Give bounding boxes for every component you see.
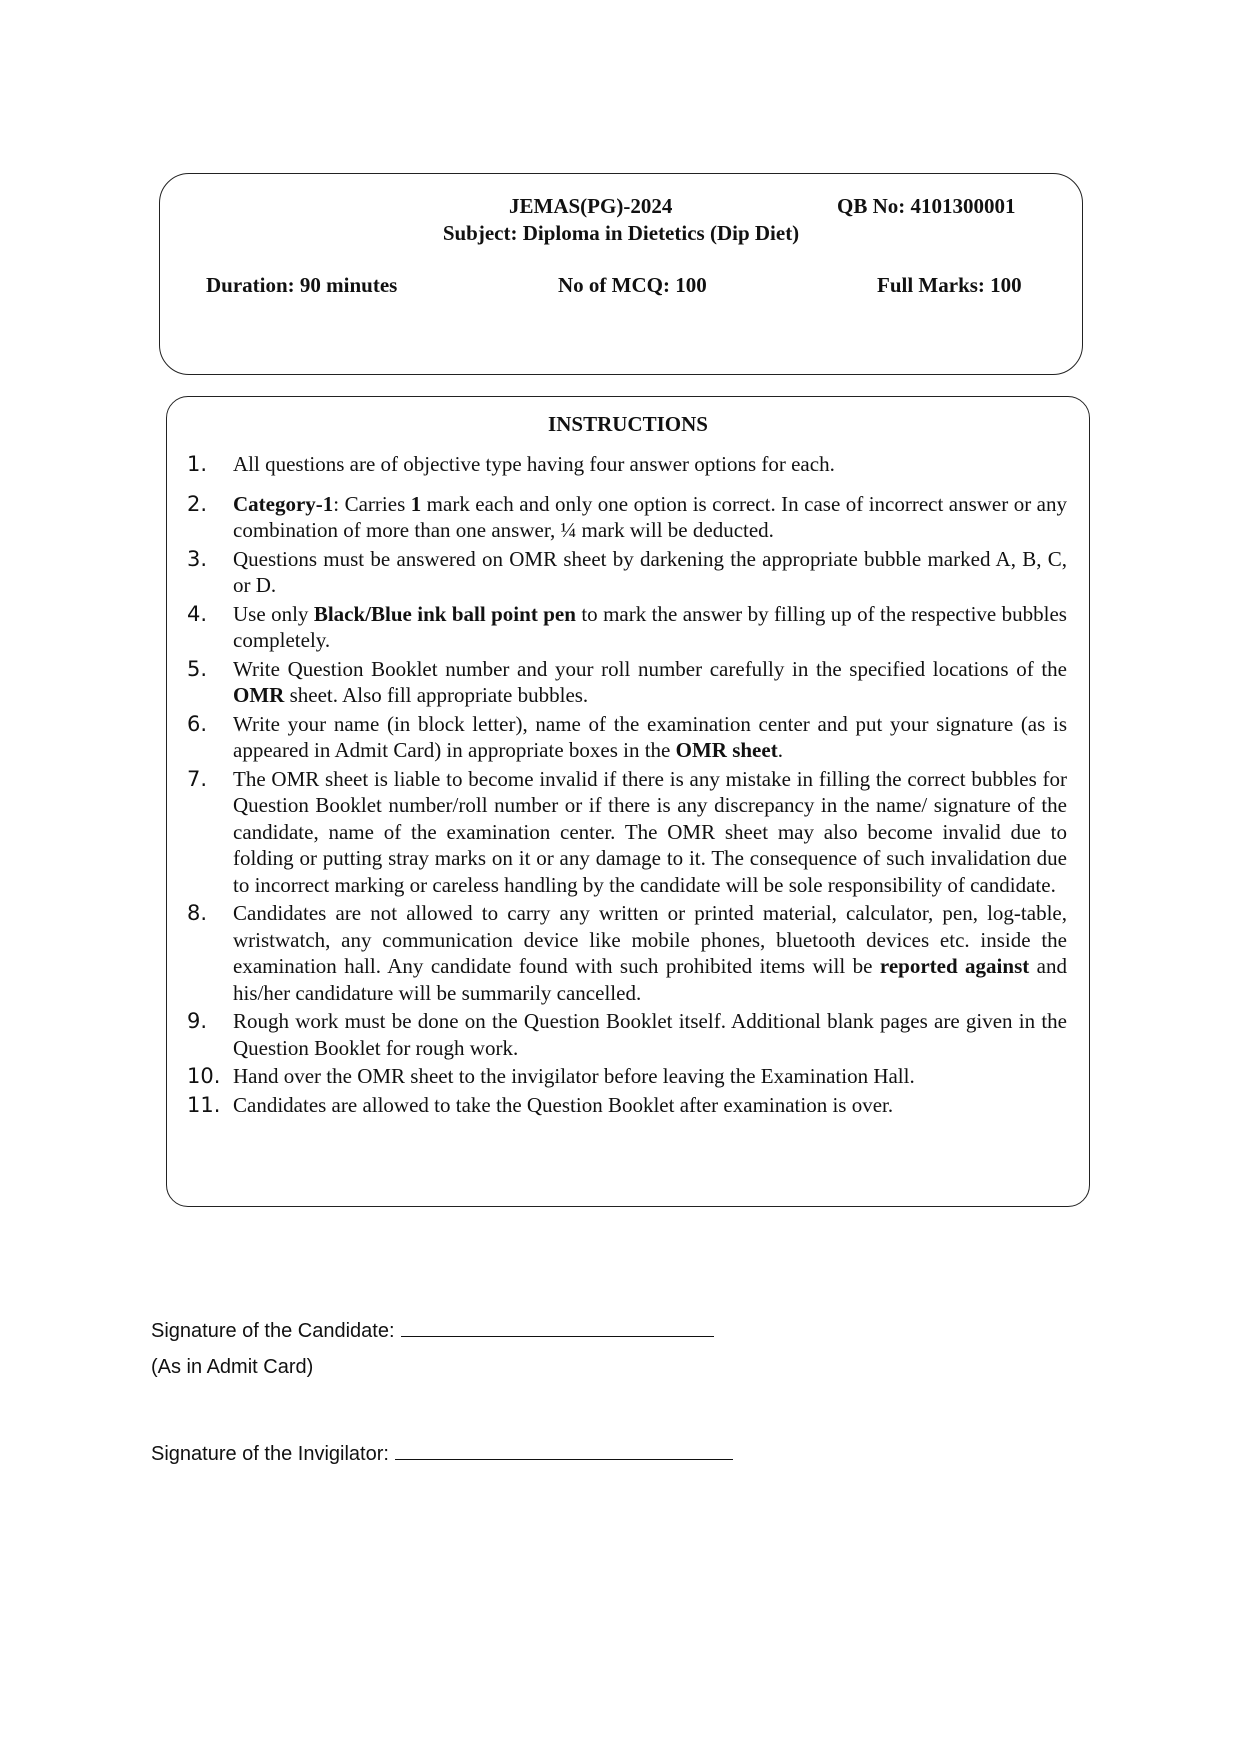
instruction-text-part: Use only (233, 601, 314, 626)
instruction-text-part: . (777, 738, 783, 762)
instruction-item (187, 1008, 1067, 1061)
instruction-text-part: Write Question Booklet number and your roll number carefully in the specified locations of the (233, 656, 1067, 681)
instruction-text (233, 601, 1067, 654)
candidate-signature-label: Signature of the Candidate: (151, 1320, 395, 1342)
instruction-bold-text: reported against (879, 954, 1030, 978)
instruction-item (187, 711, 1067, 764)
invigilator-signature-row (151, 1441, 733, 1466)
instructions-box (166, 396, 1090, 1207)
instruction-text-part: : Carries (333, 491, 411, 516)
instruction-text (233, 766, 1067, 899)
instruction-number: 11. (187, 1092, 221, 1117)
instruction-text-part: Candidates are not allowed to carry any written or printed material, calculator, pen, log-table, wristwatch, any communication device like mobile phones, bluetooth devices etc. inside the examination hall. Any candidate found with such prohibited items will be (233, 901, 1067, 978)
exam-duration: Duration: 90 minutes (206, 273, 398, 297)
instruction-text-part: Questions must be answered on OMR sheet by darkening the appropriate bubble marked A, B, C, or D. (233, 546, 1067, 597)
instruction-item (187, 1092, 1067, 1119)
instruction-number: 1. (187, 452, 208, 476)
instruction-item (187, 766, 1067, 899)
instruction-number: 4. (187, 601, 208, 626)
instruction-text-part: Rough work must be done on the Question Booklet itself. Additional blank pages are given in the Question Booklet for rough work. (233, 1009, 1067, 1060)
full-marks: Full Marks: 100 (877, 273, 1022, 297)
instruction-text (233, 1063, 1067, 1090)
exam-header-box (159, 173, 1083, 375)
instruction-text (233, 546, 1067, 599)
instructions-list (187, 451, 1067, 1120)
invigilator-signature-label: Signature of the Invigilator: (151, 1443, 389, 1465)
instruction-number: 6. (187, 711, 208, 736)
instruction-number: 10. (187, 1064, 221, 1088)
instruction-text (233, 1092, 1067, 1119)
invigilator-signature-line (395, 1441, 733, 1460)
candidate-signature-line (401, 1318, 714, 1337)
instruction-text (233, 1008, 1067, 1061)
instruction-number: 3. (187, 546, 208, 571)
instruction-text (233, 491, 1067, 544)
instruction-text-part: Write your name (in block letter), name of the examination center and put your signature (as is appeared in Admit Card) in appropriate boxes in the (233, 711, 1067, 762)
instruction-item (187, 546, 1067, 599)
exam-subject: Subject: Diploma in Dietetics (Dip Diet) (442, 221, 800, 245)
instruction-item (187, 491, 1067, 544)
instruction-bold-text: Category-1 (233, 491, 334, 516)
instruction-text (233, 900, 1067, 1006)
instruction-text (233, 656, 1067, 709)
instruction-text-part: mark each and only one option is correct. In case of incorrect answer or any combination of more than one answer, ¼ mark will be deducted. (233, 491, 1067, 542)
instruction-text-part: and his/her candidature will be summarily cancelled. (233, 954, 1068, 1005)
instruction-item (187, 1063, 1067, 1090)
instruction-text-part: Candidates are allowed to take the Question Booklet after examination is over. (233, 1092, 894, 1117)
instruction-number: 7. (187, 766, 208, 791)
mcq-count: No of MCQ: 100 (558, 273, 707, 297)
admit-card-note: (As in Admit Card) (151, 1356, 314, 1378)
instruction-number: 8. (187, 901, 208, 925)
instruction-text-part: All questions are of objective type having four answer options for each. (233, 452, 835, 476)
instruction-item (187, 900, 1067, 1006)
instruction-item (187, 451, 1067, 478)
instruction-bold-text: 1 (410, 491, 422, 516)
instructions-title: INSTRUCTIONS (548, 412, 708, 436)
instruction-bold-text: Black/Blue ink ball point pen (313, 601, 576, 626)
instruction-number: 9. (187, 1009, 208, 1033)
exam-name: JEMAS(PG)-2024 (509, 194, 673, 218)
instruction-text (233, 451, 1067, 478)
instruction-bold-text: OMR sheet (675, 738, 778, 762)
instruction-item (187, 601, 1067, 654)
instruction-bold-text: OMR (233, 683, 285, 707)
candidate-signature-row (151, 1318, 714, 1343)
instruction-text-part: Hand over the OMR sheet to the invigilator before leaving the Examination Hall. (233, 1064, 915, 1088)
instruction-number: 5. (187, 656, 208, 681)
question-booklet-number: QB No: 4101300001 (837, 194, 1016, 218)
instruction-number: 2. (187, 491, 208, 516)
instruction-text-part: The OMR sheet is liable to become invalid if there is any mistake in filling the correct bubbles for Question Booklet number/roll number or if there is any discrepancy in the name/ signature of the candidate, name of the examination center. The OMR sheet may also become invalid due to folding or putting stray marks on it or any damage to it. The consequence of such invalidation due to incorrect marking or careless handling by the candidate will be sole responsibility of candidate. (233, 766, 1067, 897)
instruction-text (233, 711, 1067, 764)
instruction-text-part: to mark the answer by filling up of the respective bubbles completely. (233, 601, 1067, 652)
instruction-text-part: sheet. Also fill appropriate bubbles. (284, 683, 589, 707)
instruction-item (187, 656, 1067, 709)
